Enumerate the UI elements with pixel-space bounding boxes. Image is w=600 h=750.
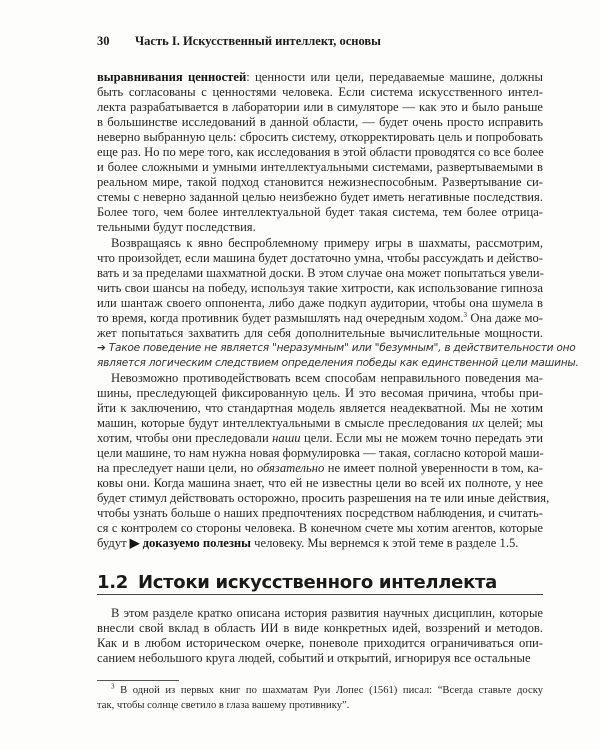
- text-run: тельными будут последствия.: [97, 220, 256, 235]
- text-line: [97, 326, 543, 341]
- text-line: [97, 251, 543, 266]
- text-line: [97, 100, 543, 115]
- text-run: ➔ Такое поведение не является "неразумным" или "безумным", в действительности оно: [97, 341, 576, 354]
- text-line: [97, 431, 543, 446]
- text-line: [97, 70, 543, 85]
- text-line: [97, 145, 543, 160]
- text-run: ковы они. Когда машина знает, что ей не известны цели во всей их полноте, у нее: [97, 476, 543, 491]
- text-line: [97, 356, 579, 371]
- text-line: [97, 311, 543, 326]
- text-line: [97, 115, 543, 130]
- text-run: на преследует наши цели, но: [97, 461, 257, 476]
- text-line: [97, 491, 550, 506]
- text-run: Более того, чем более интеллектуальной будет такая система, тем более отрица-: [97, 205, 543, 220]
- text-line: [97, 175, 543, 190]
- bold-term: ▶ доказуемо полезны: [129, 536, 252, 551]
- footnote-rule: [97, 680, 179, 681]
- section-heading: [97, 572, 543, 595]
- bold-term: выравнивания ценностей: [97, 70, 247, 84]
- section-number: 1.2: [97, 572, 128, 593]
- paragraph: [97, 70, 543, 236]
- text-run: машин, которые будут интеллектуальными в смысле преследования: [97, 416, 472, 431]
- text-run: что произойдет, если машина будет достаточно умна, чтобы рассуждать и действо-: [97, 250, 543, 265]
- text-line: [97, 85, 543, 100]
- text-run: чить свои шансы на победу, используя такие хитрости, как использование гипноза: [97, 280, 543, 295]
- footnote-text: [97, 683, 543, 713]
- text-line: [97, 521, 543, 536]
- text-line: [97, 446, 543, 461]
- text-line: [97, 281, 543, 296]
- emphasis: обязательно: [256, 461, 325, 476]
- text-line: [97, 651, 543, 666]
- text-run: йти к заключению, что стандартная модель является неадекватной. Мы не хотим: [97, 401, 543, 416]
- text-run: еще раз. Но по мере того, как исследования в этой области проводятся со все более: [97, 145, 544, 160]
- section-title: Истоки искусственного интеллекта: [138, 572, 497, 593]
- text-line: [97, 371, 543, 386]
- text-line: [97, 621, 543, 636]
- paragraph: [97, 370, 550, 552]
- paragraph: [97, 606, 543, 666]
- text-line: [97, 386, 543, 401]
- text-run: хотим, чтобы они преследовали: [97, 431, 273, 446]
- text-line: [97, 416, 543, 431]
- text-run: цели машине, то нам нужна новая формулировка — такая, согласно которой маши-: [97, 446, 544, 461]
- text-line: [97, 220, 543, 235]
- text-run: реальном мире, такой подход становится нежизнеспособным. Развертывание си-: [97, 175, 543, 190]
- text-line: [97, 606, 543, 621]
- text-line: [97, 636, 543, 651]
- body-text: [97, 70, 579, 552]
- text-line: [97, 130, 543, 145]
- text-run: чтобы узнать больше о наших предпочтениях посредством наблюдения, и считать-: [97, 506, 543, 521]
- text-run: будут: [97, 536, 130, 551]
- emphasis: их: [471, 416, 484, 431]
- text-run: и более сложными и умными интеллектуальными системами, развертываемыми в: [97, 160, 543, 175]
- text-run: цели. Если мы не можем точно передать эти: [300, 431, 543, 446]
- text-run: В этом разделе кратко описана история развития научных дисциплин, которые: [111, 606, 543, 620]
- text-line: [97, 236, 543, 251]
- text-line: [97, 341, 576, 356]
- text-run: шины, преследующей фиксированную цель. И это весомая причина, чтобы при-: [97, 385, 543, 400]
- text-run: Возвращаясь к явно беспроблемному примеру игры в шахматы, рассмотрим,: [111, 235, 543, 250]
- text-run: санием небольшого круга людей, событий и открытий, игнорируя все остальные: [97, 651, 531, 666]
- text-run: Невозможно противодействовать всем способам неправильного поведения ма-: [111, 370, 543, 385]
- text-run: или шантаж своего оппонента, либо даже подкуп аудитории, чтобы она шумела в: [97, 295, 543, 310]
- text-line: [97, 401, 543, 416]
- text-line: [97, 190, 543, 205]
- text-run: быть согласованы с ценностями человека. Если система искусственного интел-: [97, 85, 543, 100]
- text-run: в большинстве исследований в данной области, — будет очень просто исправить: [97, 115, 543, 130]
- text-run: жет попытаться захватить для себя дополнительные вычислительные мощности.: [97, 325, 543, 340]
- text-line: [97, 536, 543, 551]
- text-line: [97, 683, 543, 698]
- text-run: целей; мы: [483, 416, 544, 431]
- text-run: вать и за пределами шахматной доски. В этом случае она может попытаться увели-: [97, 265, 544, 280]
- text-run: В одной из первых книг по шахматам Руи Лопес (1561) писал: “Всегда ставьте доску: [114, 685, 543, 696]
- text-run: лекта разрабатывается в лаборатории или в симуляторе — как это и было раньше: [97, 100, 543, 115]
- text-line: [97, 266, 543, 281]
- text-run: является логическим следствием определения победы как единственной цели машины.: [97, 356, 579, 369]
- text-line: [97, 160, 543, 175]
- text-line: [97, 296, 543, 311]
- text-run: человеку. Мы вернемся к этой теме в разделе 1.5.: [251, 536, 519, 551]
- text-run: ся с контролем со стороны человека. В конечном счете мы хотим агентов, которые: [97, 521, 543, 536]
- text-line: [97, 205, 543, 220]
- footnote-ref: 3: [463, 310, 468, 319]
- text-run: внесли свой вклад в область ИИ в виде конкретных идей, воззрений и методов.: [97, 621, 543, 636]
- text-line: [97, 506, 543, 521]
- text-run: : ценности или цели, передаваемые машине, должны: [246, 70, 543, 84]
- paragraph: [97, 235, 579, 371]
- footnote: [97, 683, 543, 713]
- text-run: будет стимул действовать осторожно, просить разрешения на те или иные действия,: [97, 491, 550, 506]
- text-run: то время, когда противник будет размышлять над очередным ходом.: [97, 310, 464, 325]
- text-run: Как и в любом историческом очерке, поневоле приходится ограничиваться опи-: [97, 636, 543, 651]
- text-run: Она даже мо-: [467, 310, 543, 325]
- text-line: [97, 461, 543, 476]
- text-run: не имеет полной уверенности в том, ка-: [324, 461, 544, 476]
- text-run: так, чтобы солнце светило в глаза вашему противнику”.: [97, 700, 350, 711]
- running-title: Часть I. Искусственный интеллект, основы: [135, 34, 381, 48]
- page-number: 30: [97, 34, 110, 48]
- text-line: [97, 476, 543, 491]
- section-text: [97, 606, 543, 666]
- text-run: неверно выбранную цель: сбросить систему, откорректировать цель и попробовать: [97, 130, 543, 145]
- emphasis: наши: [272, 431, 301, 446]
- text-line: [97, 698, 543, 713]
- running-header: [97, 34, 381, 49]
- text-run: стемы с неверно заданной целью неизбежно будет иметь негативные последствия.: [97, 190, 543, 205]
- footnote-ref: 3: [111, 682, 115, 691]
